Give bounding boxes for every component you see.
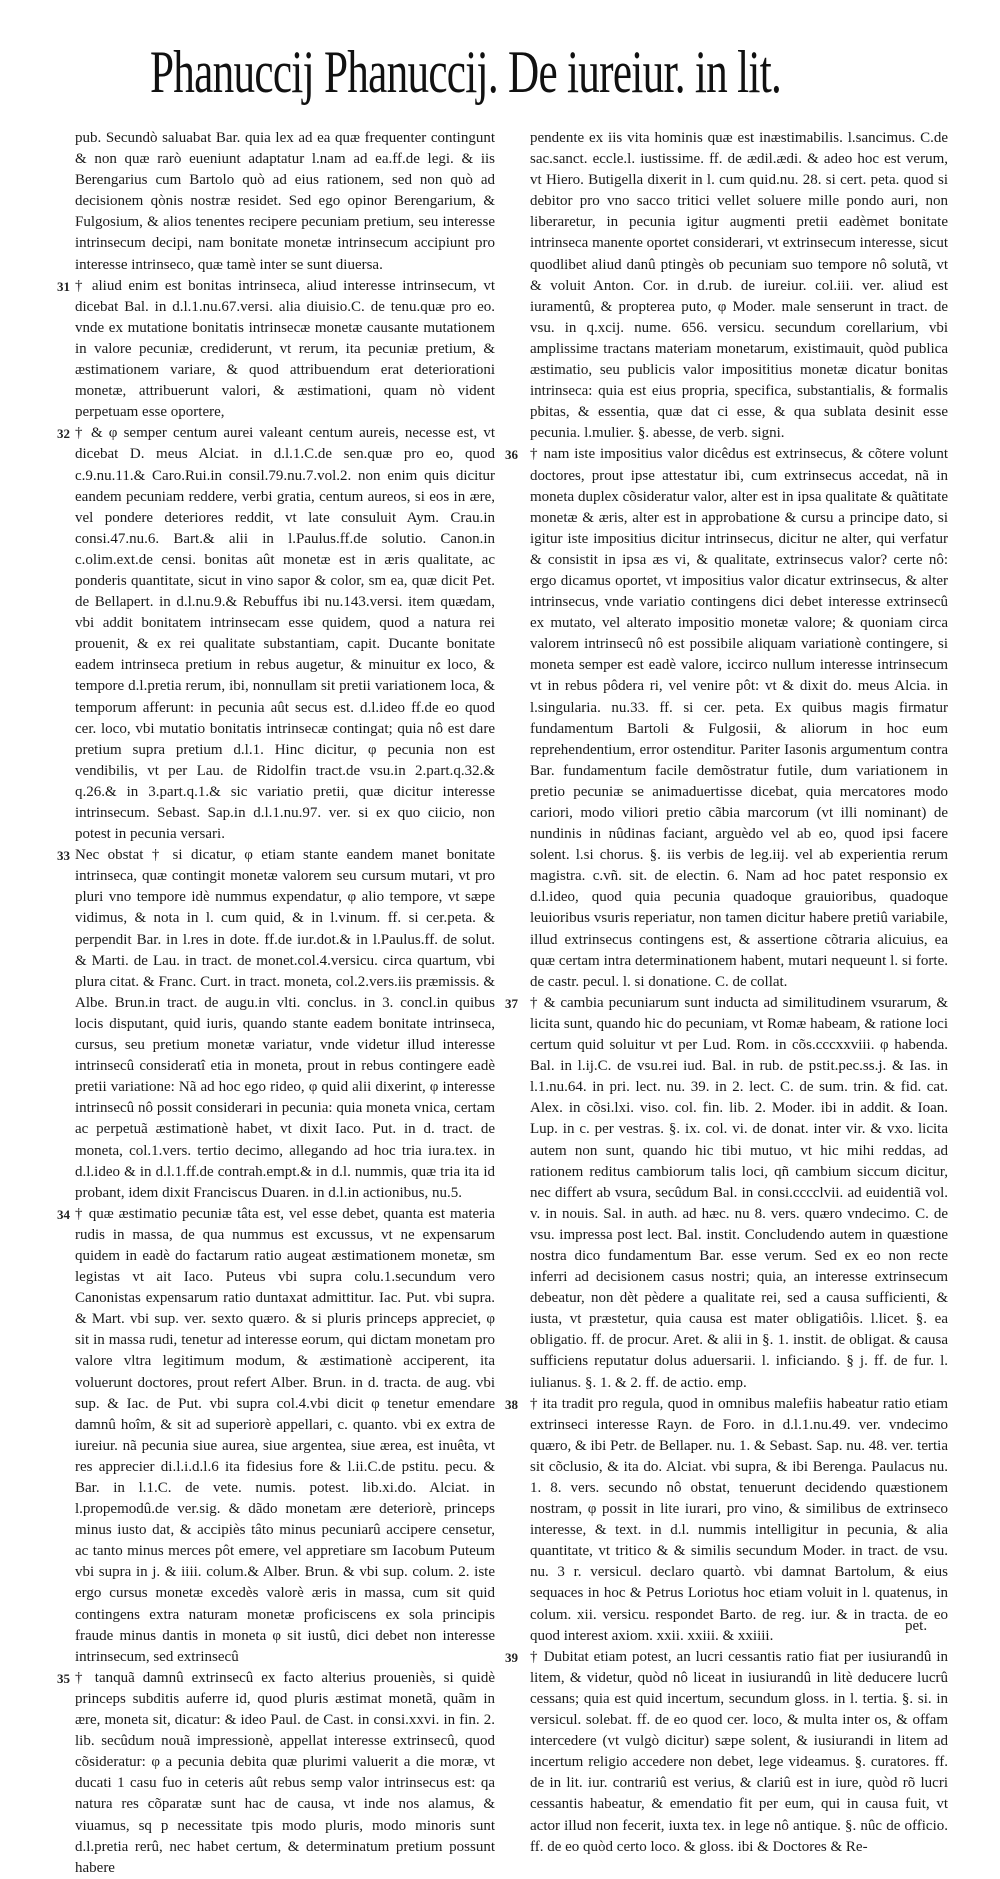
numbered-paragraph: [57, 845, 495, 1204]
paragraph-text: † quæ æstimatio pecuniæ tâta est, vel esse debet, quanta est materia rudis in massa, de qua nummus est excussus, vt ne expensarum quidem in eadè do factarum ratio augeat æstimationem monetæ, sm legistas vt ait Iaco. Puteus vbi supra colu.1.secundum vero Canonistas expensarum ratio duntaxat admittitur. Iac. Put. vbi supra. & Mart. vbi sup. ver. sexto quæro. & si pluris princeps appreciet, φ sit in massa rudi, tenetur ad interesse eorum, qui dictam monetam pro valore vltra legitimum modum, & æstimationè acciperent, ita voluerunt doctores, prout refert Alber. Brun. in d. tracta. de aug. vbi sup. & Iac. de Put. vbi supra col.4.vbi dicit φ tenetur emendare damnû hoîm, & sit ad superiorè appellari, c. quanto. vbi ex extra de iureiur. nã pecunia siue aurea, siue argentea, siue ærea, est inuêta, vt res apprecier di.l.i.d.l.6 ita fidesius fore & l.ii.C.de pstitu. pecu. & Bar. in l.1.C. de vete. numis. potest. lib.xi.do. Alciat. in l.propemodû.de ver.sig. & dãdo monetam ære deteriorè, princeps minus iusto dat, & accipiès tâto minus pecuniarû accipere censetur, ac tanto minus merces pôt emere, vel appretiare sm Iacobum Puteum vbi supra in j. & iiii. colum.& Alber. Brun. & vbi sup. colum. 2. iste ergo cursus monetæ excedès valorè æris in massa, cum sit quid contingens extra naturam monetæ proficiscens ex sola principis fraude minus dantis in moneta φ sit iustû, dici debet non interesse intrinsecum, sed extrinsecû: [75, 1205, 495, 1665]
paragraph-text: † nam iste impositius valor dicêdus est extrinsecus, & cõtere volunt doctores, prout ipse attestatur ibi, cum extrinsecus accedat, nã in moneta duplex cõsideratur valor, alter est in ipsa qualitate & quãtitate monetæ & æris, alter est in approbatione & cursu a principe dato, si igitur iste impositius dicitur intrinsecus, dicitur ne alter, qui verfatur & consistit in ipsa æs vi, & qualitate, extrinsecus valor? certe nô: ergo dicamus oportet, vt impositius valor dicatur extrinsecus, & alter intrinsecus, vnde variatio contingens dici debet interesse extrinsecû ex mutato, vel alterato impositio monetæ valore; & quoniam circa valorem intrinsecû nô est possibile aliquam variationè contingere, si moneta semper est eadè valore, iccirco nullum interesse intrinsecum vt in rebus pôdera ri, vel venire pôt: vt & dixit do. meus Alcia. in l.singularia. nu.33. ff. si cer. peta. Ex quibus magis firmatur fundamentum Bartoli & Fulgosii, & aliorum in hoc eum reprehendentium, error ostenditur. Pariter Iasonis argumentum contra Bar. fundamentum facile demõstratur futile, dum variationem in pretio pecuniæ se animaduertisse dicebat, quia mercatores modo cariori, modo viliori pretio cãbia marcorum (vt illi nominant) de nundinis in nûdinas faciant, arguèdo vel ab eo, quod ipsi facere solent. l.si chorus. §. iis verbis de leg.iij. vel ab experientia rerum magistra. c.vñ. sit. de electin. 6. Nam ad hoc patet responsio ex d.l.ideo, quod quia pecunia quadoque grauioribus, quadoque leuioribus vsuris reperiatur, non tamen dicitur habere pretiû variabile, illud extrinsecus contingens est, & assertione cõtraria alicuius, ea quæ certam intra determinationem habent, mutari nequeunt l. si forte. de castr. pecul. l. si donatione. C. de collat.: [530, 446, 948, 990]
numbered-paragraph: [505, 1647, 948, 1858]
paragraph: pub. Secundò saluabat Bar. quia lex ad ea quæ frequenter contingunt & non quæ rarò eueniunt adaptatur l.nam ad ea.ff.de legi. & iis Berengarius cum Bartolo quò ad eius rationem, sed non quò ad decisionem qònis nostræ residet. Sed ego opinor Berengarium, & Fulgosium, & alios tenentes recipere pecuniam pretium, seu interesse intrinsecum decipi, nam bonitate monetæ intrinsecum accipiunt pro interesse intrinseco, quæ tamè inter se sunt diuersa.: [75, 130, 495, 273]
paragraph-text: † & cambia pecuniarum sunt inducta ad similitudinem vsurarum, & licita sunt, quando hic do pecuniam, vt Romæ habeam, & ratione loci certum quid soluitur vt per Lud. Rom. in cõs.cccxxviii. φ habenda. Bal. in l.ij.C. de vsu.rei iud. Bal. in rub. de pstit.pec.ss.j. & Ias. in l.1.nu.64. in pri. lect. nu. 39. in 2. lect. C. de sum. trin. & fid. cat. Alex. in cõsi.lxi. viso. col. fin. lib. 2. Moder. ibi in addit. & Ioan. Lup. in c. per vestras. §. ix. col. vi. de donat. inter vir. & vxo. licita autem non sunt, quando hic tibi mutuo, vt hic mihi reddas, ad rationem reditus cambiorum talis loci, qñ cambium siccum dicitur, nec differt ab vsura, secûdum Bal. in consi.cccclvii. ad euidentiã vol. v. in nouis. Sal. in auth. ad hæc. nu 8. vers. quæro vndecimo. C. de vsu. impressa post lect. Bal. instit. Concludendo autem in quæstione nostra dico fundamentum Bar. esse verum. Sed ex eo non recte inferri ad decisionem casus nostri; quia, an interesse extrinsecum debeatur, non dèt pèdere a qualitate rei, sed a causa sufficienti, & iusta, vt præstetur, quia causa est mater obligatiôis. l.licet. §. ea obligatio. ff. de procur. Aret. & alii in §. 1. instit. de obligat. & causa sufficiens reputatur dolus aduersarii. l. inficiando. § j. ff. de fur. l. iulianus. §. 1. & 2. ff. de actio. emp.: [530, 994, 948, 1391]
paragraph-text: † & φ semper centum aurei valeant centum aureis, necesse est, vt dicebat D. meus Alciat. in d.l.1.C.de sen.quæ pro eo, quod c.9.nu.11.& Caro.Rui.in consil.79.nu.7.vol.2. non enim quis dicitur eandem pecuniam reddere, verbi gratia, centum aureos, si eos in ære, vel pondere deteriores reddit, vt late consuluit Aym. Crau.in consi.47.nu.6. Bart.& alii in l.Paulus.ff.de solutio. Canon.in c.olim.ext.de censi. bonitas aût monetæ est in æris qualitate, ac ponderis quantitate, sicut in vino sapor & color, sm ea, quæ dicit Pet. de Bellapert. in d.l.nu.9.& Rebuffus ibi nu.143.versi. item quædam, vbi addit bonitatem intrinsecam esse quidem, quod a natura rei prouenit, & ex rei qualitate substantiam, capit. Ducante bonitate eadem intrinseca pretium in rebus augetur, & minuitur ex loco, & tempore d.l.pretia rerum, ibi, nonnullam sit pretii variationem loca, & temporum afferunt: in pecunia aût secus est. d.l.ideo ff.de eo quod cer. loco, vbi mutatio bonitatis intrinsecæ contingat; quia nô est dare pretium supra pretium d.l.1. Hinc dicitur, φ pecunia non est vendibilis, vt per Lau. de Ridolfin tract.de vsu.in 2.part.q.32.& q.26.& in 3.part.q.1.& sic variatio pretii, quæ dicitur interesse intrinsecum. Sebast. Sap.in d.l.1.nu.97. ver. si ex quo ciicio, non potest in pecunia versari.: [75, 425, 495, 843]
numbered-paragraph: [57, 423, 495, 845]
margin-number: 33: [57, 848, 70, 864]
paragraph-text: Nec obstat † si dicatur, φ etiam stante eandem manet bonitate intrinseca, quæ contingit monetæ valorem seu cursum mutari, vt pro pluri vno tempore idè nummus expendatur, φ alio tempore, vt sæpe vidimus, & nota in l. cum quid, & in l.vinum. ff. si cer.peta. & perpendit Bar. in l.res in dote. ff.de iur.dot.& in l.Paulus.ff. de solut. & Marti. de Lau. in tract. de monet.col.4.versicu. circa quartum, vbi plura citat. & Franc. Curt. in tract. moneta, col.2.vers.iis præmissis. & Albe. Brun.in tract. de augu.in vlti. conclus. in 3. concl.in quibus locis disputant, quid iuris, quando stante eadem bonitate intrinseca, cursus, seu pretium monetæ variatur, vnde videtur illud interesse intrinsecû consideratî etia in moneta, prout in rebus contingere eadè pretii variatione: Nã ad hoc ego rideo, φ quid alii dixerint, φ interesse intrinsecû nô possit considerari in pecunia: quia moneta vnica, certam ac perpetuã æstimationè habet, vt dixit Iaco. Put. in d. tract. de moneta, col.1.vers. tertio decimo, allegando ad hoc tria iura.tex. in d.l.ideo & in d.l.1.ff.de contrah.empt.& in d.l. nummis, quæ tria ita id probant, idem dixit Franciscus Duaren. in d.l.in actionibus, nu.5.: [75, 847, 495, 1201]
catchword: pet.: [905, 1618, 928, 1634]
numbered-paragraph: [57, 1668, 495, 1879]
paragraph-text: † aliud enim est bonitas intrinseca, aliud interesse intrinsecum, vt dicebat Bal. in d.l.1.nu.67.versi. alia diuisio.C. de tenu.quæ pro eo. vnde ex mutatione bonitatis intrinsecæ monetæ causante mutationem in valore pecuniæ, crediderunt, vt rerum, ita pecuniæ pretium, & æstimationem variare, & quod attribuendum erat deteriorationi monetæ, attribuerunt valori, & æstimationi, quam nò vident perpetuam esse oportere,: [75, 277, 495, 421]
right-column: [505, 128, 948, 1855]
margin-number: 34: [57, 1206, 70, 1222]
paragraph-text: † Dubitat etiam potest, an lucri cessantis ratio fiat per iusiurandû in litem, & videtur, quòd nô liceat in iusiurandû in litè deducere lucrû cessans; quia est quid incertum, secundum gloss. in l. tertia. §. si. in versicul. solebat. ff. de eo quod cer. loco, & multa inter os, & offam intercedere (vt vulgò dicitur) sæpe solent, & iusiurandi in litem ad incertum religio accedere non debet, lege videamus. §. curatores. ff. de in lit. iur. contrariû est verius, & clariû est in iure, quòd rõ lucri cessantis habeatur, & emendatio fit per eum, qui in causa fuit, vt actor illud non fecerit, iuxta tex. in lege nô antique. §. nûc de officio. ff. de eo quòd certo loco. & gloss. ibi & Doctores & Re-: [530, 1648, 948, 1855]
margin-number: 36: [505, 447, 518, 463]
margin-number: 31: [57, 278, 70, 294]
margin-number: 35: [57, 1670, 70, 1686]
paragraph-text: † ita tradit pro regula, quod in omnibus malefiis habeatur ratio etiam extrinseci interesse Rayn. de Foro. in d.l.1.nu.49. ver. vndecimo quæro, & ibi Petr. de Bellaper. nu. 1. & Sebast. Sap. nu. 48. ver. tertia sit cõclusio, & ita do. Alciat. vbi supra, & ibi Berenga. Paulacus nu. 1. 8. vers. secundo nô obstat, tenuerunt decidendo quæstionem nostram, φ possit in lite iurari, pro vino, & similibus de extrinseco interesse, & text. in d.l. nummis intelligitur in pecunia, & alia quantitate, vt tritico & & similis secundum Moder. in tract. de vsu. nu. 3 r. versicul. declaro quartò. vbi damnat Bartolum, & eius sequaces in hoc & Petrus Loriotus hoc etiam voluit in l. quatenus, in colum. xii. versicu. respondet Barto. de reg. iur. & in tracta. de eo quod interest axiom. xxii. xxiii. & xxiiii.: [530, 1395, 948, 1644]
margin-number: 38: [505, 1396, 518, 1412]
margin-number: 32: [57, 426, 70, 442]
numbered-paragraph: [505, 444, 948, 992]
paragraph: pendente ex iis vita hominis quæ est inæstimabilis. l.sancimus. C.de sac.sanct. eccle.l. iustissime. ff. de ædil.ædi. & adeo hoc est verum, vt Hiero. Butigella dixerit in l. cum quid.nu. 28. si cert. peta. quod si debitor pro vno sacco tritici vellet soluere mille pondo auri, non liberaretur, in pecunia igitur augmenti pretii eadèmet bonitate intrinseca manente oportet considerari, vt extrinsecum interesse, sicut quodlibet aliud danû ptingès ob pecuniam suo tempore nô solutã, vt & voluit Anton. Cor. in d.rub. de iureiur. col.iii. ver. aliud est iuramentû, & propterea puto, φ Moder. male senserunt in tract. de vsu. in q.xcij. nume. 656. versicu. secundum corellarium, vbi amplissime tractans materiam monetarum, existimauit, quòd publica æstimatio, seu publicis valor imposititius monetæ dicatur bonitas intrinseca: quia est eius propria, specifica, substantialis, & formalis pbitas, & essentia, quæ dat ci esse, & qua sublata desinit esse pecunia. l.mulier. §. abesse, de verb. signi.: [530, 130, 948, 442]
numbered-paragraph: [57, 1204, 495, 1668]
numbered-paragraph: [505, 993, 948, 1394]
margin-number: 37: [505, 995, 518, 1011]
running-header: Phanuccij Phanuccij. De iureiur. in lit.: [150, 39, 782, 105]
margin-number: 39: [505, 1649, 518, 1665]
paragraph-text: † tanquã damnû extrinsecû ex facto alterius proueniès, si quidè princeps subditis auferre id, quod pluris æstimat monetã, quãm in ære, moneta sit, dicatur: & ideo Paul. de Cast. in consi.xxvi. in fin. 2. lib. secûdum nouã impressionè, appellat interesse extrinsecû, quod cõsideratur: φ a pecunia debita quæ plurimi valuerit a die moræ, vt ducati 1 casu fuo in ceteris aût rebus semp valor intrinsecus est: qa natura res cõparatæ sunt hac de causa, vt inde nos alamus, & viuamus, sq p necessitate tpis modo pluris, modo minoris sunt d.l.pretia rerû, nec habet certum, & determinatum pretium possunt habere: [75, 1669, 495, 1876]
numbered-paragraph: [57, 276, 495, 424]
numbered-paragraph: [505, 1394, 948, 1647]
left-column: [57, 128, 495, 1876]
